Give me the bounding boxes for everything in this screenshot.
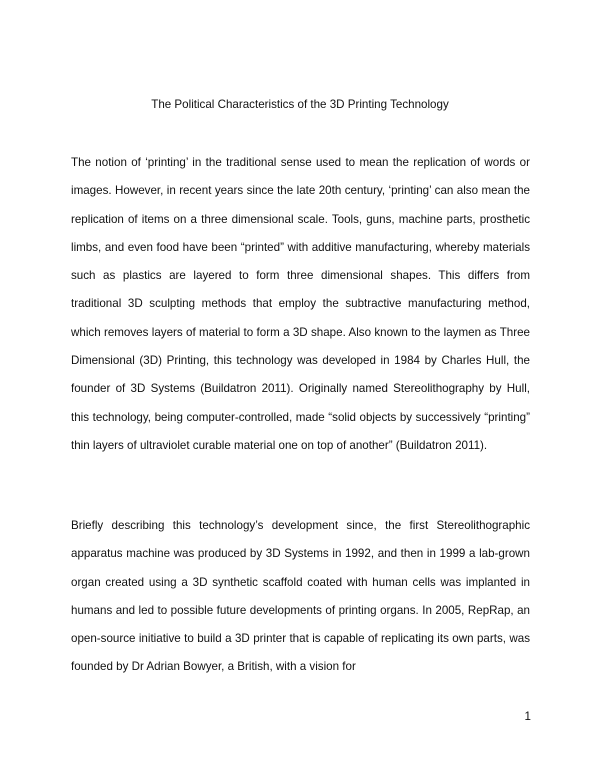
paragraph-1: The notion of ‘printing’ in the traditional sense used to mean the replication of words or images. However, in recent years since the late 20th century, ‘printing’ can also mean the replication of items on a three dimensional scale. Tools, guns, machine parts, prosthetic limbs, and even food have been “printed” with additive manufacturing, whereby materials such as plastics are layered to form three dimensional shapes. This differs from traditional 3D sculpting methods that employ the subtractive manufacturing method, which removes layers of material to form a 3D shape. Also known to the laymen as Three Dimensional (3D) Printing, this technology was developed in 1984 by Charles Hull, the founder of 3D Systems (Buildatron 2011). Originally named Stereolithography by Hull, this technology, being computer-controlled, made “solid objects by successively “printing” thin layers of ultraviolet curable material one on top of another” (Buildatron 2011). (71, 156, 530, 452)
document-title: The Political Characteristics of the 3D Printing Technology (151, 98, 449, 111)
paragraph-2: Briefly describing this technology’s development since, the first Stereolithographic apparatus machine was produced by 3D Systems in 1992, and then in 1999 a lab-grown organ created using a 3D synthetic scaffold coated with human cells was implanted in humans and led to possible future developments of printing organs. In 2005, RepRap, an open-source initiative to build a 3D printer that is capable of replicating its own parts, was founded by Dr Adrian Bowyer, a British, with a vision for (71, 519, 530, 674)
page-number: 1 (524, 710, 531, 723)
